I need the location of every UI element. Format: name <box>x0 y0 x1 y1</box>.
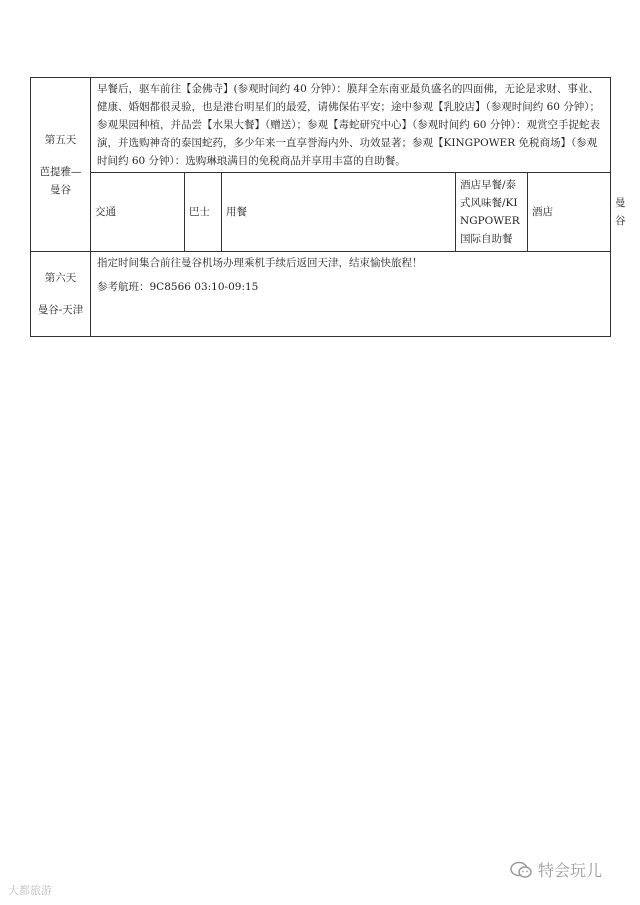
wechat-official-account-icon <box>510 861 532 879</box>
day6-row <box>31 252 611 337</box>
day6-description-cell <box>91 252 611 337</box>
transport-value: 巴士 <box>185 173 222 252</box>
day6-route: 曼谷-天津 <box>37 304 84 316</box>
day6-flight: 参考航班：9C8566 03:10-09:15 <box>97 281 259 293</box>
day5-day-label: 第五天 <box>44 133 77 146</box>
day5-label-cell <box>31 78 91 252</box>
watermark-right-text: 特会玩儿 <box>538 861 603 880</box>
itinerary-sheet <box>30 77 626 337</box>
watermark-right <box>510 858 602 881</box>
watermark-left: 大都旅游 <box>8 884 52 897</box>
day6-label-cell <box>31 252 91 337</box>
transport-label: 交通 <box>91 173 185 252</box>
meal-label: 用餐 <box>222 173 456 252</box>
hotel-label: 酒店 <box>528 173 611 252</box>
day6-day-label: 第六天 <box>44 272 77 284</box>
day5-route-line2: 曼谷 <box>50 183 71 196</box>
meal-value: 酒店早餐/泰式风味餐/KINGPOWER 国际自助餐 <box>456 173 528 252</box>
itinerary-table <box>30 77 626 337</box>
day6-description: 指定时间集合前往曼谷机场办理乘机手续后返回天津，结束愉快旅程！ <box>97 257 423 269</box>
day5-route-line1: 芭提雅— <box>39 165 82 178</box>
day5-row <box>31 78 611 173</box>
day5-description: 早餐后，驱车前往【金佛寺】(参观时间约 40 分钟）：膜拜全东南亚最负盛名的四面佛，无论是求财、事业、健康、婚姻都很灵验，也是港台明星们的最爱，请佛保佑平安；途中参观【乳胶店】（参观时间约 60 分钟）；参观果园种植，并品尝【水果大餐】（赠送）；参观【毒蛇研究中心】（参观时间约 60 分钟）：观赏空手捉蛇表演，并选购神奇的泰国蛇药，多少年来一直享誉海内外、功效显著；参观【KINGPOWER 免税商场】（参观时间约 60 分钟）：选购琳琅满目的免税商品并享用丰富的自助餐。 <box>91 78 611 173</box>
day5-info-row: 交通 巴士 用餐 酒店早餐/泰式风味餐/KINGPOWER 国际自助餐 酒店 曼谷 <box>31 173 611 252</box>
